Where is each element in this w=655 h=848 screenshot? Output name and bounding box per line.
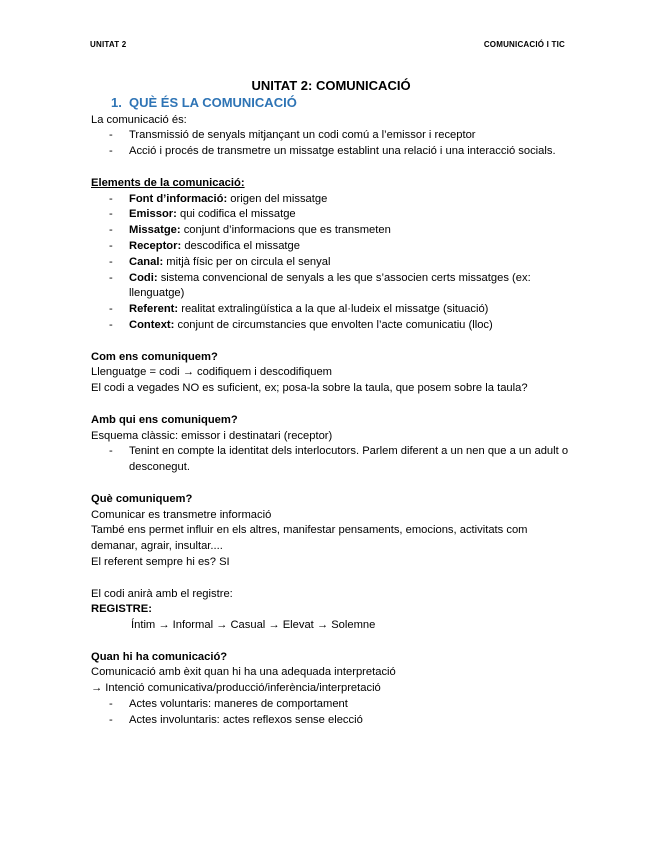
definition: origen del missatge [227,192,328,205]
ambqui-line: Esquema clàssic: emissor i destinatari (receptor) [91,429,333,442]
quan-heading: Quan hi ha comunicació? [91,650,228,663]
registre-heading: REGISTRE: [91,603,152,616]
registre-scale: Íntim → Informal → Casual → Elevat → Solemne [131,619,376,632]
list-item [129,271,571,303]
definition: descodifica el missatge [181,239,300,252]
list-item [129,207,571,223]
list-item: - Tenint en compte la identitat dels interlocutors. Parlem diferent a un nen que a un adult o desconegut. [129,444,571,476]
term: Emissor: [129,208,177,221]
elements-heading: Elements de la comunicació: [91,176,245,189]
term: Missatge: [129,224,181,237]
definition: realitat extralingüística a la que al·ludeix el missatge (situació) [178,303,489,316]
list-item [129,223,571,239]
term: Canal: [129,255,164,268]
que-line: El referent sempre hi es? SI [91,555,230,568]
definition: conjunt d’informacions que es transmeten [180,224,391,237]
que-line: Comunicar es transmetre informació [91,508,272,521]
quan-line: Comunicació amb èxit quan hi ha una adequada interpretació [91,666,396,679]
com-line: Llenguatge = codi → codifiquem i descodifiquem [91,366,332,379]
intro-list [91,128,571,160]
list-item: - Acció i procés de transmetre un missatge establint una relació i una interacció socials. [129,144,571,160]
section-title: QUÈ ÉS LA COMUNICACIÓ [129,94,297,110]
term: Receptor: [129,239,182,252]
list-item [129,318,571,334]
ambqui-heading: Amb qui ens comuniquem? [91,413,238,426]
document-title: UNITAT 2: COMUNICACIÓ [251,78,411,93]
que-line: També ens permet influir en els altres, manifestar pensaments, emocions, activitats com demanar, agrair, insultar.... [91,524,528,553]
definition: conjunt de circumstancies que envolten l’acte comunicatiu (lloc) [174,318,493,331]
list-item: - Actes voluntaris: maneres de comportament [129,697,571,713]
term: Referent: [129,303,179,316]
list-item [129,302,571,318]
registre-line: El codi anirà amb el registre: [91,587,233,600]
list-item [129,239,571,255]
quan-list [91,697,571,729]
term: Font d’informació: [129,192,228,205]
elements-list [91,192,571,334]
header-right: COMUNICACIÓ I TIC [483,40,565,49]
header-left: UNITAT 2 [90,40,127,49]
list-item [129,255,571,271]
list-item: - Actes involuntaris: actes reflexos sense elecció [129,713,571,729]
section-number: 1. [111,94,122,110]
definition: qui codifica el missatge [176,208,296,221]
que-heading: Què comuniquem? [91,492,193,505]
document-body [91,78,571,729]
term: Context: [129,318,175,331]
definition: mitjà físic per on circula el senyal [163,255,331,268]
com-line: El codi a vegades NO es suficient, ex; posa-la sobre la taula, que posem sobre la taula? [91,382,528,395]
quan-line: → Intenció comunicativa/producció/inferència/interpretació [91,682,381,695]
com-heading: Com ens comuniquem? [91,350,218,363]
list-item: - Transmissió de senyals mitjançant un codi comú a l’emissor i receptor [129,128,571,144]
section-heading [111,95,571,111]
definition: sistema convencional de senyals a les que s’associen certs missatges (ex: llenguatge) [129,271,531,300]
list-item [129,192,571,208]
intro-lead: La comunicació és: [91,113,187,126]
term: Codi: [129,271,158,284]
ambqui-list [91,444,571,476]
